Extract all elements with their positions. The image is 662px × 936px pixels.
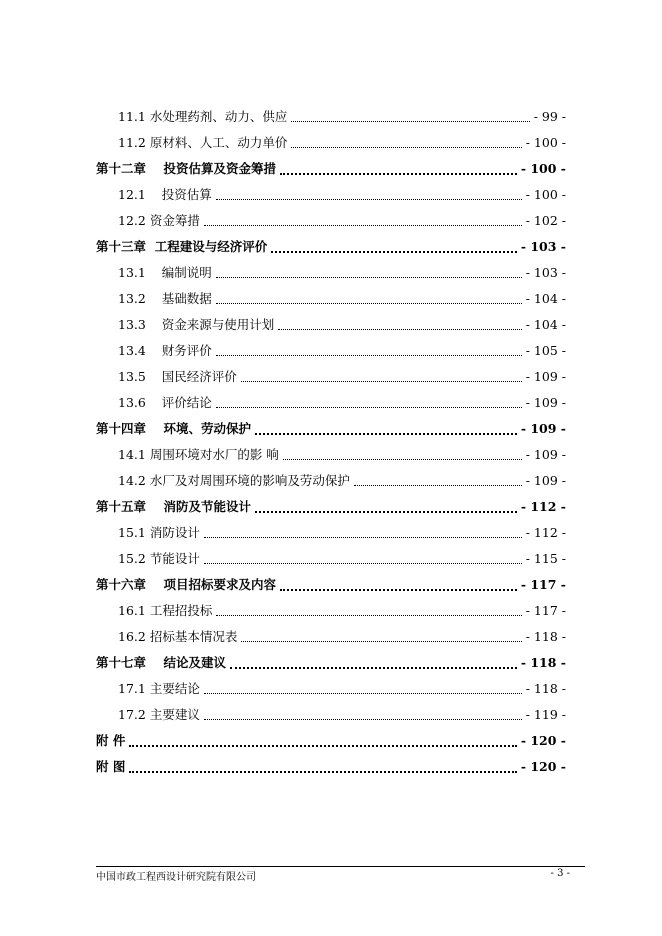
- toc-entry[interactable]: [0, 679, 662, 699]
- toc-number: 13.5: [118, 369, 146, 384]
- toc-title: 资金来源与使用计划: [161, 317, 275, 332]
- dot-leader: [255, 432, 517, 435]
- toc-page: - 100 -: [520, 161, 566, 176]
- toc-page: - 115 -: [525, 551, 566, 566]
- toc-title: 国民经济评价: [161, 369, 237, 384]
- toc-entry[interactable]: [0, 393, 662, 413]
- toc-page: - 102 -: [525, 213, 566, 228]
- toc-entry[interactable]: [0, 367, 662, 387]
- toc-entry[interactable]: [0, 523, 662, 543]
- toc-page: - 119 -: [525, 707, 566, 722]
- toc-chapter-number: 第十二章: [96, 161, 147, 176]
- toc-title: 主要结论: [149, 681, 200, 696]
- toc-title: 基础数据: [161, 291, 212, 306]
- toc-page: - 112 -: [525, 525, 566, 540]
- toc-chapter[interactable]: [0, 497, 662, 517]
- toc-page: - 103 -: [520, 239, 566, 254]
- toc-title: 消防及节能设计: [163, 499, 251, 514]
- toc-number: 13.1: [118, 265, 146, 280]
- toc-number: 12.1: [118, 187, 146, 202]
- toc-entry[interactable]: [0, 289, 662, 309]
- dot-leader: [204, 536, 522, 538]
- toc-entry[interactable]: [0, 705, 662, 725]
- toc-page: - 117 -: [520, 577, 566, 592]
- toc-chapter-number: 附 件: [96, 733, 126, 748]
- toc-title: 评价结论: [161, 395, 212, 410]
- toc-chapter[interactable]: [0, 159, 662, 179]
- toc-title: 结论及建议: [163, 655, 226, 670]
- toc-page: - 100 -: [525, 135, 566, 150]
- toc-number: 15.1: [118, 525, 146, 540]
- dot-leader: [204, 224, 522, 226]
- toc-title: 水厂及对周围环境的影响及劳动保护: [149, 473, 350, 488]
- toc-entry[interactable]: [0, 107, 662, 127]
- toc-number: 11.1: [118, 109, 146, 124]
- toc-page: - 105 -: [525, 343, 566, 358]
- toc-entry[interactable]: [0, 627, 662, 647]
- toc-title: 编制说明: [161, 265, 212, 280]
- toc-title: 节能设计: [149, 551, 200, 566]
- toc-title: 消防设计: [149, 525, 200, 540]
- toc-page: - 100 -: [525, 187, 566, 202]
- toc-title: 投资估算: [161, 187, 212, 202]
- toc-chapter[interactable]: [0, 731, 662, 751]
- toc-number: 14.2: [118, 473, 146, 488]
- footer-page-number: - 3 -: [550, 868, 570, 879]
- dot-leader: [291, 120, 529, 122]
- toc-number: 13.2: [118, 291, 146, 306]
- toc-page: - 118 -: [520, 655, 566, 670]
- toc-number: 17.2: [118, 707, 146, 722]
- dot-leader: [216, 276, 522, 278]
- toc-chapter[interactable]: [0, 653, 662, 673]
- toc-chapter-number: 附 图: [96, 759, 126, 774]
- toc-entry[interactable]: [0, 341, 662, 361]
- toc-page: - 120 -: [520, 759, 566, 774]
- toc-title: 招标基本情况表: [149, 629, 238, 644]
- toc-title: 环境、劳动保护: [163, 421, 251, 436]
- dot-leader: [283, 458, 522, 460]
- toc-number: 13.6: [118, 395, 146, 410]
- toc-chapter-number: 第十七章: [96, 655, 147, 670]
- toc-title: 投资估算及资金筹措: [163, 161, 276, 176]
- toc-page: - 103 -: [525, 265, 566, 280]
- toc-chapter-number: 第十五章: [96, 499, 147, 514]
- toc-page: - 109 -: [525, 369, 566, 384]
- toc-entry[interactable]: [0, 133, 662, 153]
- toc-page: - 120 -: [520, 733, 566, 748]
- toc-page: - 109 -: [520, 421, 566, 436]
- toc-number: 13.4: [118, 343, 146, 358]
- toc-number: 14.1: [118, 447, 146, 462]
- dot-leader: [354, 484, 522, 486]
- toc-title: 工程建设与经济评价: [154, 239, 268, 254]
- dot-leader: [216, 614, 521, 616]
- footer-organization: 中国市政工程西设计研究院有限公司: [96, 872, 256, 883]
- dot-leader: [204, 718, 522, 720]
- toc-number: 15.2: [118, 551, 146, 566]
- dot-leader: [241, 640, 521, 642]
- dot-leader: [280, 172, 517, 175]
- toc-entry[interactable]: [0, 263, 662, 283]
- toc-title: 原材料、人工、动力单价: [149, 135, 288, 150]
- toc-chapter-number: 第十四章: [96, 421, 147, 436]
- toc-page: - 112 -: [520, 499, 566, 514]
- toc-page: - 118 -: [525, 681, 566, 696]
- toc-page: - 117 -: [525, 603, 566, 618]
- toc-title: 周围环境对水厂的影 响: [149, 447, 279, 462]
- toc-page: - 104 -: [525, 317, 566, 332]
- dot-leader: [271, 250, 517, 253]
- dot-leader: [291, 146, 521, 148]
- toc-number: 17.1: [118, 681, 146, 696]
- toc-page: - 99 -: [533, 109, 566, 124]
- dot-leader: [280, 588, 517, 591]
- toc-number: 12.2: [118, 213, 146, 228]
- toc-chapter-number: 第十三章: [96, 239, 147, 254]
- toc-page: - 109 -: [525, 447, 566, 462]
- toc-chapter[interactable]: [0, 757, 662, 777]
- toc-page: - 109 -: [525, 395, 566, 410]
- dot-leader: [241, 380, 522, 382]
- toc-chapter[interactable]: [0, 575, 662, 595]
- dot-leader: [278, 328, 521, 330]
- toc-page: - 104 -: [525, 291, 566, 306]
- toc-title: 工程招投标: [149, 603, 213, 618]
- toc-entry[interactable]: [0, 549, 662, 569]
- toc-title: 资金筹措: [149, 213, 200, 228]
- toc-number: 16.2: [118, 629, 146, 644]
- toc-entry[interactable]: [0, 445, 662, 465]
- toc-chapter-number: 第十六章: [96, 577, 147, 592]
- dot-leader: [216, 406, 522, 408]
- dot-leader: [216, 302, 522, 304]
- toc-number: 13.3: [118, 317, 146, 332]
- toc-title: 财务评价: [161, 343, 212, 358]
- dot-leader: [204, 562, 522, 564]
- toc-entry[interactable]: [0, 601, 662, 621]
- dot-leader: [230, 666, 517, 669]
- dot-leader: [204, 692, 522, 694]
- toc-title: 水处理药剂、动力、供应: [149, 109, 288, 124]
- toc-title: 主要建议: [149, 707, 200, 722]
- toc-entry[interactable]: [0, 471, 662, 491]
- dot-leader: [129, 744, 516, 747]
- dot-leader: [129, 770, 516, 773]
- toc-page: - 109 -: [525, 473, 566, 488]
- toc-entry[interactable]: [0, 211, 662, 231]
- toc-title: 项目招标要求及内容: [163, 577, 276, 592]
- toc-entry[interactable]: [0, 315, 662, 335]
- toc-number: 16.1: [118, 603, 146, 618]
- dot-leader: [255, 510, 517, 513]
- footer-divider: [96, 866, 585, 867]
- toc-entry[interactable]: [0, 185, 662, 205]
- toc-chapter[interactable]: [0, 419, 662, 439]
- toc-number: 11.2: [118, 135, 146, 150]
- toc-page: - 118 -: [525, 629, 566, 644]
- dot-leader: [216, 198, 522, 200]
- dot-leader: [216, 354, 522, 356]
- toc-chapter[interactable]: [0, 237, 662, 257]
